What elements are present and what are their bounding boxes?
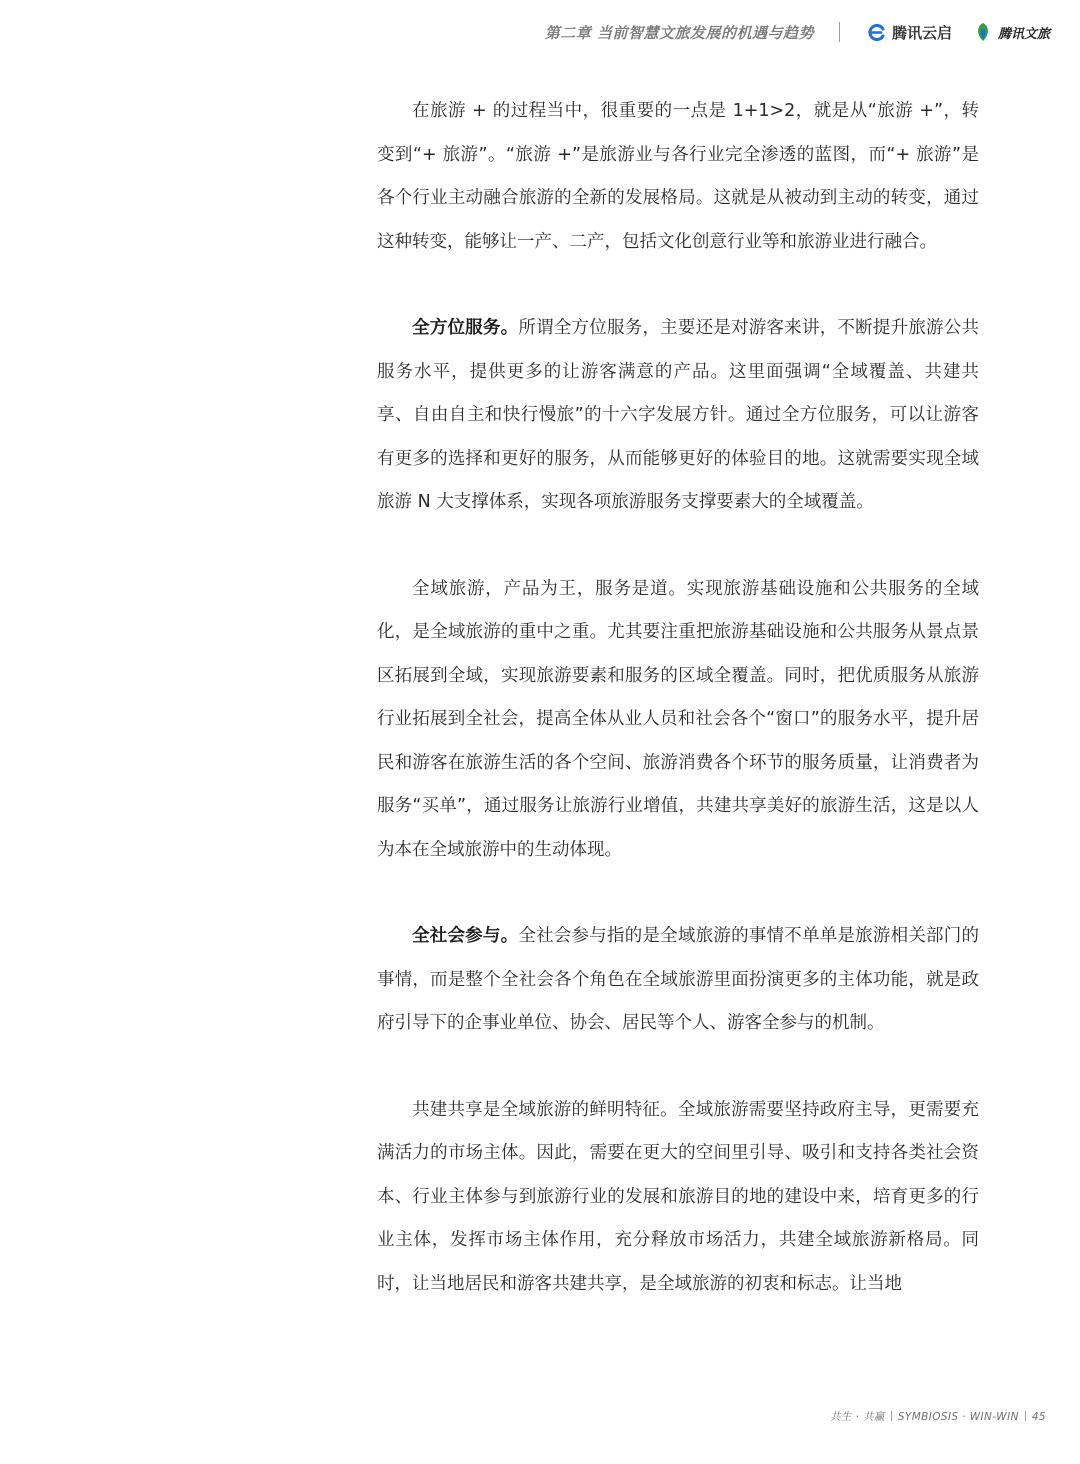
- paragraph-text: 在旅游 + 的过程当中，很重要的一点是 1+1>2，就是从“旅游 +”，转变到“+ 旅游”。“旅游 +”是旅游业与各行业完全渗透的蓝图，而“+ 旅游”是各个行业主动融合旅游的全新的发展格局。这就是从被动到主动的转变，通过这种转变，能够让一产、二产，包括文化创意行业等和旅游业进行融合。: [377, 101, 979, 252]
- paragraph-text: 共建共享是全域旅游的鲜明特征。全域旅游需要坚持政府主导，更需要充满活力的市场主体。因此，需要在更大的空间里引导、吸引和支持各类社会资本、行业主体参与到旅游行业的发展和旅游目的地的建设中来，培育更多的行业主体，发挥市场主体作用，充分释放市场活力，共建全域旅游新格局。同时，让当地居民和游客共建共享，是全域旅游的初衷和标志。让当地: [377, 1099, 979, 1294]
- tencent-cloud-brand-name: 腾讯云启: [892, 23, 953, 42]
- footer-divider: [1025, 1411, 1026, 1421]
- paragraph-text: 全社会参与指的是全域旅游的事情不单单是旅游相关部门的事情，而是整个全社会各个角色在全域旅游里面扮演更多的主体功能，就是政府引导下的企事业单位、协会、居民等个人、游客全参与的机制。: [377, 926, 980, 1033]
- tencent-cloud-logo-icon: [866, 21, 888, 43]
- footer-motto-en: SYMBIOSIS · WIN-WIN: [897, 1411, 1019, 1423]
- chapter-title: 第二章 当前智慧文旅发展的机遇与趋势: [544, 24, 814, 42]
- paragraph: [377, 1089, 979, 1307]
- paragraph-lead: 全方位服务。: [412, 318, 519, 338]
- tencent-cloud-logo: [866, 20, 952, 44]
- paragraph-lead: 全社会参与。: [412, 926, 519, 946]
- footer-divider: [891, 1411, 892, 1421]
- paragraph: [377, 915, 979, 1046]
- article-body: [377, 90, 979, 1306]
- tencent-culture-tourism-logo: [972, 20, 1050, 44]
- page-header: [0, 20, 1080, 48]
- page-number: 45: [1031, 1411, 1046, 1423]
- tencent-culture-tourism-brand-name: 腾讯文旅: [998, 26, 1051, 42]
- page-footer: [830, 1409, 1046, 1424]
- tencent-culture-tourism-logo-icon: [972, 21, 994, 43]
- paragraph: [377, 90, 979, 264]
- paragraph: [377, 307, 979, 525]
- paragraph: [377, 568, 979, 873]
- footer-motto-cn: 共生 · 共赢: [829, 1411, 885, 1423]
- header-divider: [839, 22, 840, 42]
- paragraph-text: 所谓全方位服务，主要还是对游客来讲，不断提升旅游公共服务水平，提供更多的让游客满意的产品。这里面强调“全域覆盖、共建共享、自由自主和快行慢旅”的十六字发展方针。通过全方位服务，可以让游客有更多的选择和更好的服务，从而能够更好的体验目的地。这就需要实现全域旅游 N 大支撑体系，实现各项旅游服务支撑要素大的全域覆盖。: [377, 318, 980, 512]
- paragraph-text: 全域旅游，产品为王，服务是道。实现旅游基础设施和公共服务的全域化，是全域旅游的重中之重。尤其要注重把旅游基础设施和公共服务从景点景区拓展到全域，实现旅游要素和服务的区域全覆盖。同时，把优质服务从旅游行业拓展到全社会，提高全体从业人员和社会各个“窗口”的服务水平，提升居民和游客在旅游生活的各个空间、旅游消费各个环节的服务质量，让消费者为服务“买单”，通过服务让旅游行业增值，共建共享美好的旅游生活，这是以人为本在全域旅游中的生动体现。: [377, 578, 979, 860]
